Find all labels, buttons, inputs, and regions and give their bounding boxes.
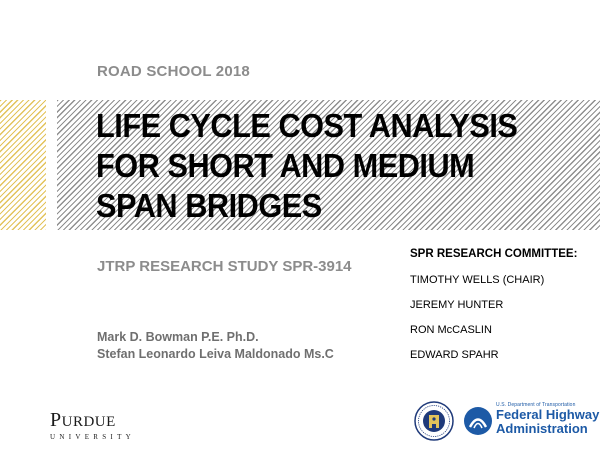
committee-panel bbox=[410, 248, 577, 374]
accent-stripes-yellow bbox=[0, 100, 46, 230]
fhwa-name-line-2: Administration bbox=[496, 421, 588, 436]
study-subtitle: JTRP RESEARCH STUDY SPR-3914 bbox=[97, 258, 352, 275]
committee-member-2: JEREMY HUNTER bbox=[410, 299, 504, 311]
fhwa-logo bbox=[463, 402, 600, 440]
title-line-2: FOR SHORT AND MEDIUM bbox=[96, 147, 475, 184]
event-label: ROAD SCHOOL 2018 bbox=[97, 63, 250, 80]
author-list bbox=[97, 329, 334, 363]
indot-seal-icon bbox=[414, 401, 454, 441]
purdue-wordmark bbox=[50, 410, 135, 432]
title-line-1: LIFE CYCLE COST ANALYSIS bbox=[96, 107, 518, 144]
purdue-wordmark-initial: P bbox=[50, 409, 62, 431]
purdue-university-label: UNIVERSITY bbox=[50, 433, 135, 441]
purdue-logo bbox=[50, 410, 135, 441]
slide-title bbox=[96, 106, 561, 226]
title-line-3: SPAN BRIDGES bbox=[96, 187, 322, 224]
committee-heading: SPR RESEARCH COMMITTEE: bbox=[410, 248, 578, 260]
fhwa-shield-icon bbox=[463, 406, 493, 436]
purdue-wordmark-rest: URDUE bbox=[61, 414, 116, 430]
committee-member-1: TIMOTHY WELLS (CHAIR) bbox=[410, 274, 545, 286]
fhwa-department: U.S. Department of Transportation bbox=[496, 402, 576, 408]
author-1: Mark D. Bowman P.E. Ph.D. bbox=[97, 330, 259, 344]
author-2: Stefan Leonardo Leiva Maldonado Ms.C bbox=[97, 347, 334, 361]
fhwa-text bbox=[496, 402, 599, 436]
committee-member-3: RON McCASLIN bbox=[410, 324, 492, 336]
committee-member-4: EDWARD SPAHR bbox=[410, 349, 499, 361]
fhwa-name-line-1: Federal Highway bbox=[496, 407, 600, 422]
